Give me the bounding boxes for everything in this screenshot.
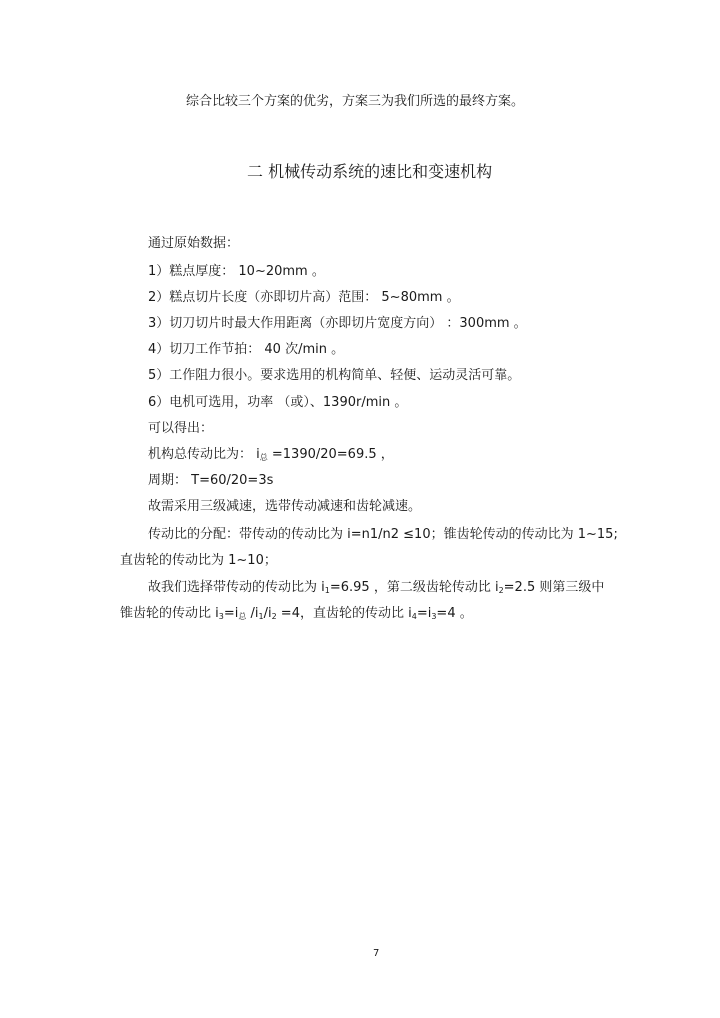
list-item: 6）电机可选用，功率 （或）、1390r/min 。 bbox=[148, 395, 408, 410]
choice-text: =4 。 bbox=[436, 606, 473, 621]
section-title: 二 机械传动系统的速比和变速机构 bbox=[247, 162, 493, 181]
subscript: 1 bbox=[324, 586, 330, 595]
subscript: 3 bbox=[431, 612, 437, 621]
result-heading: 可以得出： bbox=[148, 421, 214, 436]
list-item: 2）糕点切片长度（亦即切片高）范围： 5~80mm 。 bbox=[148, 290, 460, 305]
list-item: 4）切刀工作节拍： 40 次/min 。 bbox=[148, 342, 345, 357]
subscript: 总 bbox=[238, 612, 247, 621]
choice-text: 锥齿轮的传动比 i bbox=[120, 606, 219, 621]
conclusion-line: 故需采用三级减速，选带传动减速和齿轮减速。 bbox=[148, 499, 422, 514]
choice-text: /i bbox=[263, 606, 272, 621]
choice-text: =2.5 则第三级中 bbox=[503, 580, 605, 595]
choice-text: =i bbox=[416, 606, 432, 621]
subscript: 4 bbox=[411, 612, 417, 621]
choice-text: /i bbox=[246, 606, 259, 621]
list-item: 1）糕点厚度： 10~20mm 。 bbox=[148, 264, 325, 279]
total-ratio-line bbox=[148, 447, 394, 463]
period-line: 周期： T=60/20=3s bbox=[148, 473, 274, 488]
data-heading: 通过原始数据： bbox=[148, 236, 240, 251]
choice-text: =6.95 ，第二级齿轮传动比 i bbox=[329, 580, 499, 595]
list-item: 3）切刀切片时最大作用距离（亦即切片宽度方向） ：300mm 。 bbox=[148, 316, 527, 331]
choice-text: 故我们选择带传动的传动比为 i bbox=[148, 580, 325, 595]
choice-text: =i bbox=[223, 606, 239, 621]
subscript: 2 bbox=[498, 586, 504, 595]
subscript: 2 bbox=[271, 612, 277, 621]
total-ratio-subscript: 总 bbox=[259, 453, 268, 462]
choice-line-1 bbox=[148, 580, 604, 596]
choice-text: =4，直齿轮的传动比 i bbox=[276, 606, 412, 621]
total-ratio-prefix: 机构总传动比为： i bbox=[148, 447, 260, 462]
intro-paragraph: 综合比较三个方案的优劣，方案三为我们所选的最终方案。 bbox=[186, 94, 525, 109]
page-number: 7 bbox=[373, 948, 380, 959]
subscript: 1 bbox=[258, 612, 264, 621]
choice-line-2 bbox=[120, 606, 473, 622]
distribution-line-2: 直齿轮的传动比为 1~10； bbox=[120, 553, 277, 568]
subscript: 3 bbox=[218, 612, 224, 621]
distribution-line-1: 传动比的分配：带传动的传动比为 i=n1/n2 ≤10；锥齿轮传动的传动比为 1~15; bbox=[148, 527, 618, 542]
total-ratio-suffix: =1390/20=69.5 ， bbox=[267, 447, 394, 462]
list-item: 5）工作阻力很小。要求选用的机构简单、轻便、运动灵活可靠。 bbox=[148, 368, 521, 383]
